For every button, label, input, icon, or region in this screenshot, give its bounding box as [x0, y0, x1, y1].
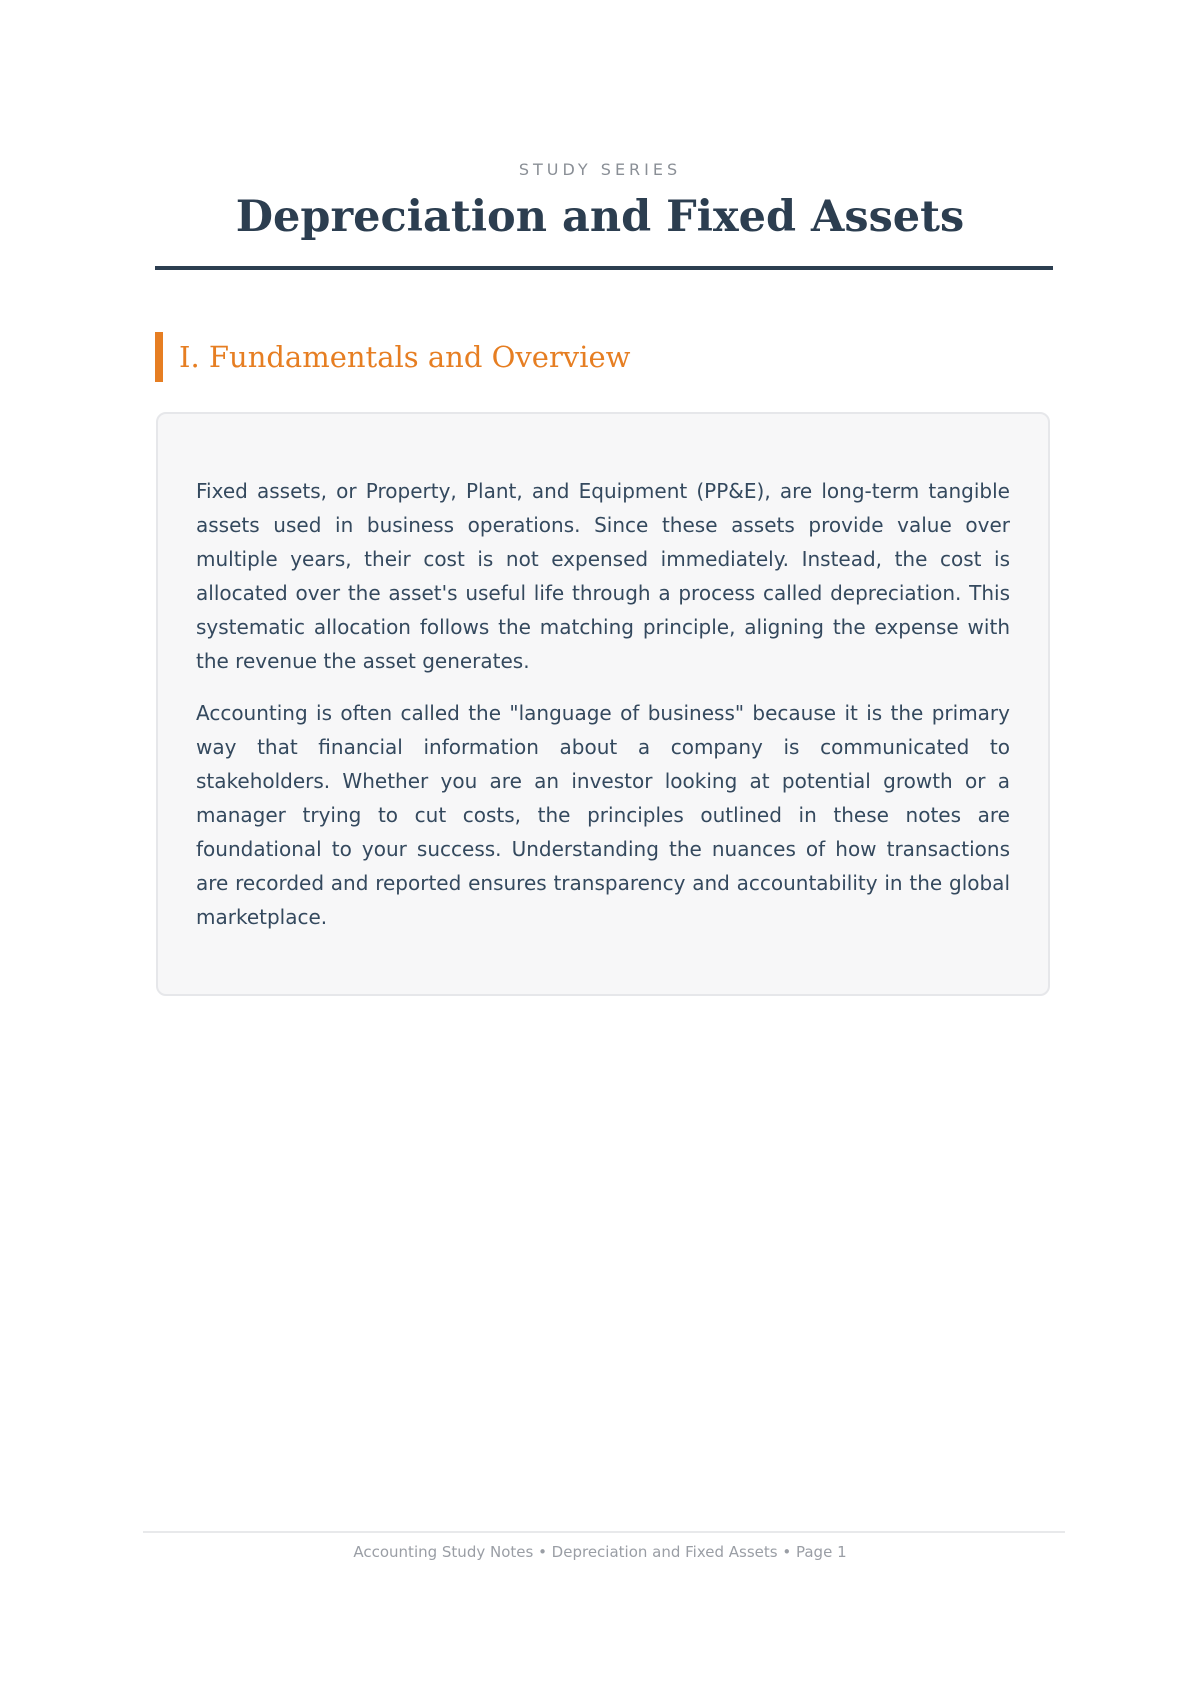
section-accent-bar [155, 332, 163, 382]
footer-divider [143, 1531, 1065, 1533]
section-title: I. Fundamentals and Overview [179, 340, 631, 374]
overview-content-box [156, 412, 1050, 996]
section-heading [155, 332, 630, 382]
document-title: Depreciation and Fixed Assets [235, 192, 965, 242]
series-label: STUDY SERIES [518, 160, 682, 179]
paragraph-fixed-assets: Fixed assets, or Property, Plant, and Equipment (PP&E), are long-term tangible assets used in business operations. Since these assets provide value over multiple years, their cost is not expensed immediately. Instead, the cost is allocated over the asset's useful life through a process called depreciation. This systematic allocation follows the matching principle, aligning the expense with the revenue the asset generates. [196, 479, 1010, 673]
paragraph-language-of-business: Accounting is often called the "language of business" because it is the primary way that financial information about a company is communicated to stakeholders. Whether you are an investor looking at potential growth or a manager trying to cut costs, the principles outlined in these notes are foundational to your success. Understanding the nuances of how transactions are recorded and reported ensures transparency and accountability in the global marketplace. [196, 701, 1010, 929]
title-divider [155, 266, 1053, 270]
page-footer: Accounting Study Notes • Depreciation and Fixed Assets • Page 1 [353, 1543, 847, 1561]
